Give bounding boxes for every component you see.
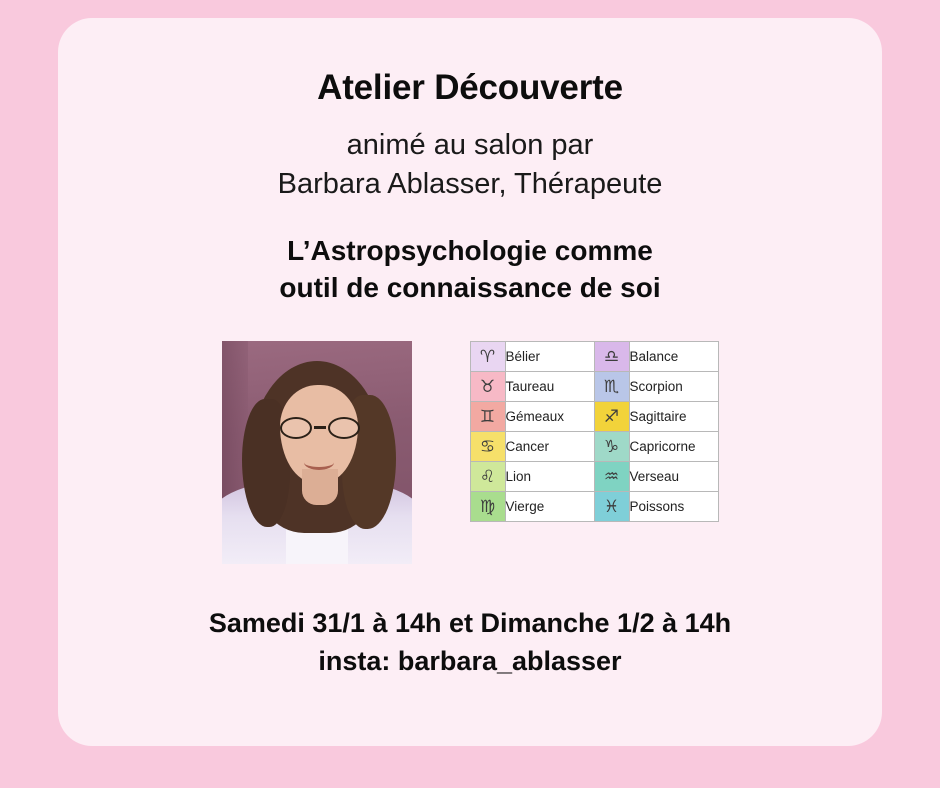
glasses-right-lens — [328, 417, 360, 439]
zodiac-name-capricorn: Capricorne — [629, 432, 718, 462]
portrait-neck — [302, 469, 338, 505]
zodiac-signs-table — [470, 341, 719, 522]
zodiac-name-scorpio: Scorpion — [629, 372, 718, 402]
poster-card — [58, 18, 882, 746]
zodiac-table-body — [470, 342, 718, 522]
glasses-icon — [278, 417, 362, 439]
table-row — [470, 432, 718, 462]
subtitle-line-2: Barbara Ablasser, Thérapeute — [277, 167, 663, 200]
zodiac-symbol-cancer: ♋ — [470, 432, 505, 462]
instagram-handle: insta: barbara_ablasser — [318, 646, 622, 677]
zodiac-symbol-aquarius: ♒ — [594, 462, 629, 492]
page-title: Atelier Découverte — [317, 68, 623, 107]
zodiac-symbol-gemini: ♊ — [470, 402, 505, 432]
zodiac-name-libra: Balance — [629, 342, 718, 372]
zodiac-symbol-leo: ♌ — [470, 462, 505, 492]
zodiac-name-virgo: Vierge — [505, 492, 594, 522]
table-row — [470, 492, 718, 522]
zodiac-symbol-pisces: ♓ — [594, 492, 629, 522]
subtitle-line-1: animé au salon par — [346, 129, 594, 161]
table-row — [470, 372, 718, 402]
speaker-portrait-image — [222, 341, 412, 564]
glasses-left-lens — [280, 417, 312, 439]
zodiac-name-gemini: Gémeaux — [505, 402, 594, 432]
zodiac-symbol-scorpio: ♏ — [594, 372, 629, 402]
table-row — [470, 342, 718, 372]
zodiac-name-cancer: Cancer — [505, 432, 594, 462]
zodiac-symbol-taurus: ♉ — [470, 372, 505, 402]
zodiac-name-pisces: Poissons — [629, 492, 718, 522]
table-row — [470, 462, 718, 492]
event-schedule: Samedi 31/1 à 14h et Dimanche 1/2 à 14h — [208, 608, 732, 639]
poster-footer — [58, 604, 882, 681]
portrait-smile — [304, 455, 334, 470]
table-row — [470, 402, 718, 432]
poster-subtitle — [58, 126, 882, 203]
zodiac-symbol-virgo: ♍ — [470, 492, 505, 522]
topic-line-2: outil de connaissance de soi — [279, 272, 661, 304]
zodiac-symbol-capricorn: ♑ — [594, 432, 629, 462]
poster-topic — [58, 233, 882, 307]
zodiac-name-sagittarius: Sagittaire — [629, 402, 718, 432]
zodiac-name-aquarius: Verseau — [629, 462, 718, 492]
zodiac-name-taurus: Taureau — [505, 372, 594, 402]
media-row — [58, 341, 882, 564]
zodiac-name-leo: Lion — [505, 462, 594, 492]
zodiac-name-aries: Bélier — [505, 342, 594, 372]
zodiac-symbol-libra: ♎ — [594, 342, 629, 372]
zodiac-symbol-aries: ♈ — [470, 342, 505, 372]
glasses-bridge — [314, 426, 326, 429]
zodiac-symbol-sagittarius: ♐ — [594, 402, 629, 432]
topic-line-1: L’Astropsychologie comme — [287, 235, 653, 267]
